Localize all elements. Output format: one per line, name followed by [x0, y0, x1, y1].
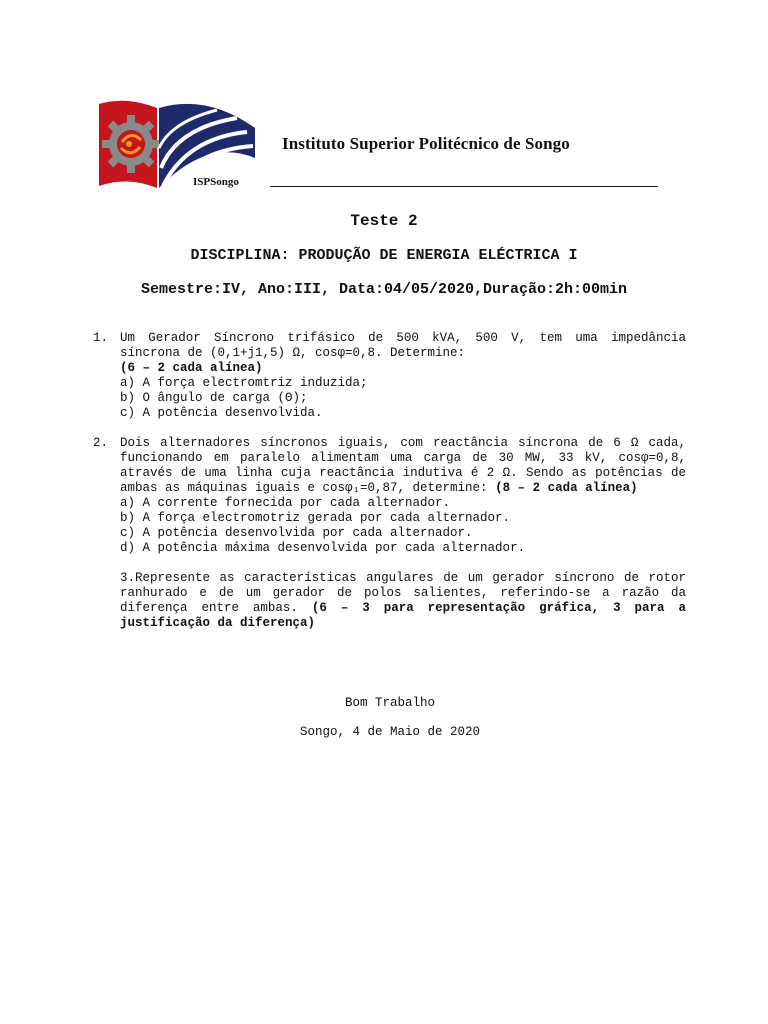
- question-number: 2.: [93, 436, 109, 450]
- test-title: Teste 2: [350, 212, 418, 230]
- gear-icon: [102, 115, 160, 173]
- institution-name: Instituto Superior Politécnico de Songo: [282, 134, 570, 153]
- list-item: b) A força electromotriz gerada por cada alternador.: [120, 511, 511, 525]
- list-item: b) O ângulo de carga (Θ);: [120, 391, 308, 405]
- question-2: [93, 436, 686, 556]
- header-divider: [270, 186, 658, 187]
- question-number: 1.: [93, 331, 109, 345]
- exam-info: Semestre:IV, Ano:III, Data:04/05/2020,Duração:2h:00min: [140, 281, 628, 298]
- list-item: c) A potência desenvolvida.: [120, 406, 323, 420]
- question-text-body: Dois alternadores síncronos iguais, com reactância síncrona de 6 Ω cada, funcionando em paralelo alimentam uma carga de 30 MW, 33 kV, cosφ=0,8, através de uma linha cuja reactância indutiva é 2 Ω. Sendo as potências de ambas as máquinas iguais e cosφ₁=0,87, determine:: [120, 436, 686, 495]
- discipline-title: DISCIPLINA: PRODUÇÃO DE ENERGIA ELÉCTRICA I: [190, 247, 578, 264]
- list-item: a) A corrente fornecida por cada alternador.: [120, 496, 451, 510]
- question-points: (6 – 3 para representação gráfica, 3 para a justificação da diferença): [120, 601, 686, 630]
- list-item: c) A potência desenvolvida por cada alternador.: [120, 526, 473, 540]
- question-text: 3.Represente as características angulares de um gerador síncrono de rotor ranhurado e de um gerador de polos salientes, referindo-se a razão da diferença entre ambas.: [120, 571, 686, 615]
- question-3: [93, 571, 686, 631]
- question-1: [93, 331, 686, 421]
- question-text: [120, 436, 686, 496]
- list-item: d) A potência máxima desenvolvida por cada alternador.: [120, 541, 526, 555]
- closing-message: Bom Trabalho: [344, 696, 435, 710]
- place-date: Songo, 4 de Maio de 2020: [299, 725, 481, 739]
- document-header: [97, 96, 667, 196]
- question-text: Um Gerador Síncrono trifásico de 500 kVA, 500 V, tem uma impedância síncrona de (0,1+j1,5) Ω, cosφ=0,8. Determine:: [120, 331, 686, 360]
- question-points: (8 – 2 cada alínea): [495, 481, 638, 495]
- list-item: a) A força electromtriz induzida;: [120, 376, 368, 390]
- brand-label: ISPSongo: [193, 176, 239, 188]
- questions: [93, 331, 686, 631]
- question-points: (6 – 2 cada alínea): [120, 361, 263, 375]
